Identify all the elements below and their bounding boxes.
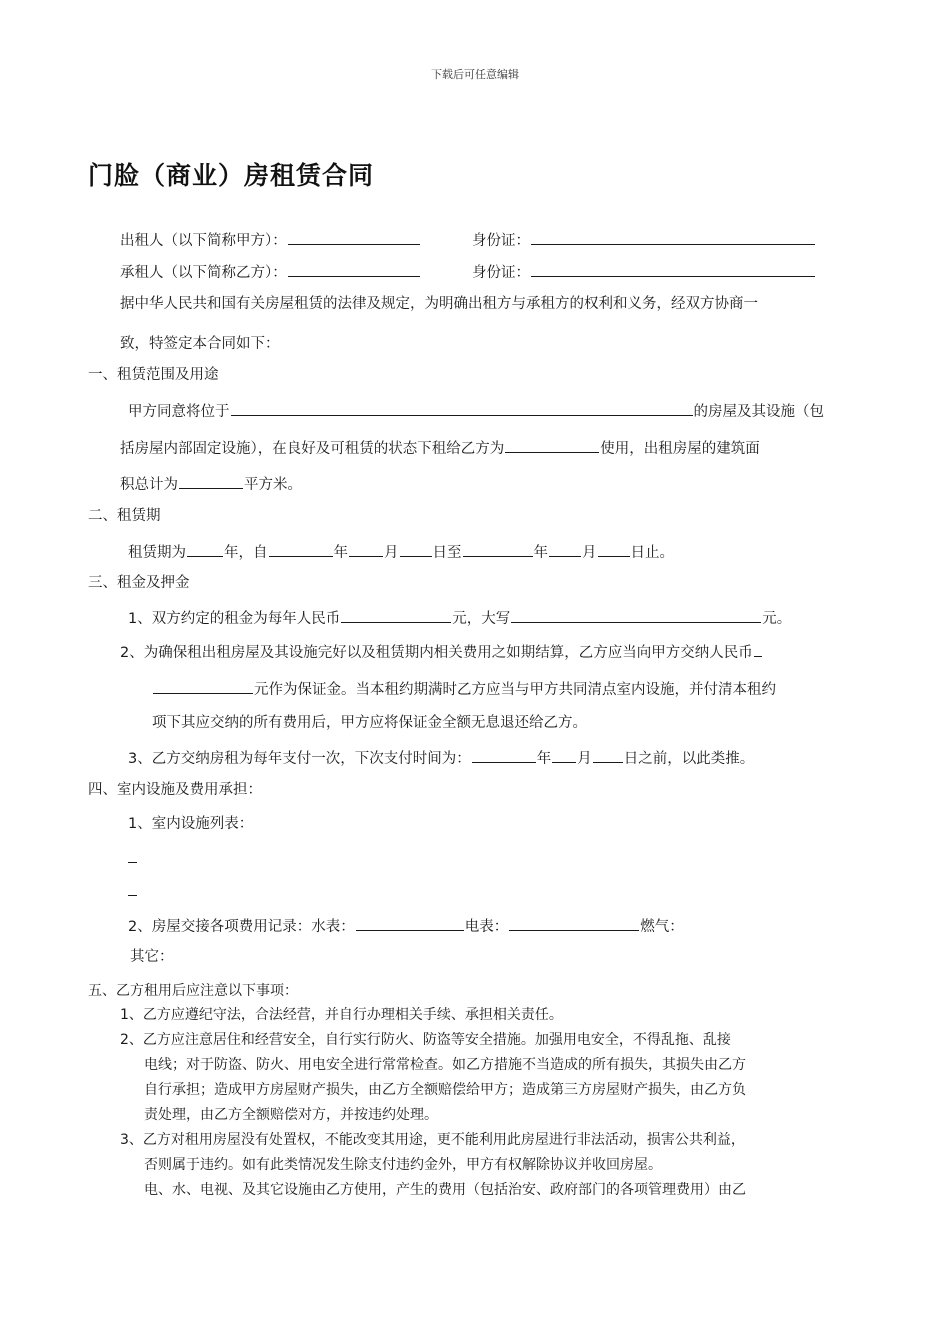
annual-rent-blank[interactable] [341,606,451,623]
section-1-para-1 [128,399,824,422]
s3-i3-text-c: 月 [577,751,592,767]
lessee-line [120,260,421,283]
s1-p1-text-b: 的房屋及其设施（包 [693,404,824,420]
page-header-note: 下载后可任意编辑 [431,68,519,81]
s2-text-d: 月 [384,545,399,561]
electric-meter-blank[interactable] [509,914,639,931]
section-3-heading: 三、租金及押金 [88,575,190,591]
section-4-heading: 四、室内设施及费用承担： [88,782,262,798]
s2-text-e: 日至 [432,545,462,561]
lessee-id-label: 身份证： [472,265,530,281]
section-2-heading: 二、租赁期 [88,508,161,524]
rent-in-words-blank[interactable] [511,606,761,623]
lessee-name-blank[interactable] [288,260,420,277]
notice-item-2-line-2: 电线；对于防盗、防火、用电安全进行常常检查。如乙方措施不当造成的所有损失，其损失由乙方 [144,1057,746,1073]
s4-i2-text-b: 电表： [464,919,509,935]
section-1-para-2 [120,436,760,459]
s2-text-g: 月 [582,545,597,561]
s4-i2-text-c: 燃气： [640,919,684,935]
s2-text-c: 年 [333,545,348,561]
lessor-label: 出租人（以下简称甲方）： [120,233,287,249]
section-1-para-3 [120,472,302,495]
notice-item-3-line-2: 否则属于违约。如有此类情况发生除支付违约金外，甲方有权解除协议并收回房屋。 [144,1157,662,1173]
next-payment-day-blank[interactable] [593,746,623,763]
document-title: 门脸（商业）房租赁合同 [88,161,375,190]
section-5-heading: 五、乙方租用后应注意以下事项： [88,983,298,999]
s3-i1-text-c: 元。 [762,611,792,627]
notice-item-2-line-4: 责处理，由乙方全额赔偿对方，并按违约处理。 [144,1107,438,1123]
lessee-id-blank[interactable] [531,260,815,277]
notice-item-3-line-1: 3、乙方对租用房屋没有处置权，不能改变其用途，更不能利用此房屋进行非法活动，损害公共利益， [120,1132,745,1148]
start-day-blank[interactable] [400,540,432,557]
next-payment-month-blank[interactable] [552,746,576,763]
lessor-name-blank[interactable] [288,228,420,245]
start-year-blank[interactable] [269,540,333,557]
lessee-id-line [472,260,816,283]
s3-i1-text-b: 元，大写 [452,611,511,627]
s4-i2-text-a: 2、房屋交接各项费用记录：水表： [128,919,355,935]
s2-text-f: 年 [533,545,548,561]
s1-p3-text-b: 平方米。 [244,477,302,493]
lessor-id-label: 身份证： [472,233,530,249]
end-year-blank[interactable] [463,540,533,557]
notice-item-2-line-3: 自行承担；造成甲方房屋财产损失，由乙方全额赔偿给甲方；造成第三方房屋财产损失，由乙方负 [144,1082,746,1098]
end-month-blank[interactable] [549,540,581,557]
lease-term-line [128,540,674,563]
s3-i2-text-b: 元作为保证金。当本租约期满时乙方应当与甲方共同清点室内设施，并付清本租约 [254,682,776,698]
other-records-label: 其它： [130,949,174,965]
lessor-id-line [472,228,816,251]
section-1-heading: 一、租赁范围及用途 [88,367,219,383]
lessor-id-blank[interactable] [531,228,815,245]
intro-line-1: 据中华人民共和国有关房屋租赁的法律及规定，为明确出租方与承租方的权利和义务，经双方协商一 [120,296,758,312]
lessee-label: 承租人（以下简称乙方）： [120,265,287,281]
notice-item-1: 1、乙方应遵纪守法，合法经营，并自行办理相关手续、承担相关责任。 [120,1007,563,1023]
facilities-list-label: 1、室内设施列表： [128,816,254,832]
s1-p1-text-a: 甲方同意将位于 [128,404,230,420]
term-years-blank[interactable] [187,540,223,557]
water-meter-blank[interactable] [356,914,464,931]
deposit-amount-blank[interactable] [153,677,253,694]
facilities-list-blank-1[interactable] [128,862,137,863]
usage-purpose-blank[interactable] [505,436,599,453]
s1-p2-text-b: 使用，出租房屋的建筑面 [600,441,760,457]
s2-text-b: 年，自 [224,545,268,561]
next-payment-year-blank[interactable] [472,746,536,763]
facilities-list-blank-2[interactable] [128,895,137,896]
notice-item-2-line-1: 2、乙方应注意居住和经营安全，自行实行防火、防盗等安全措施。加强用电安全，不得乱拖、乱接 [120,1032,731,1048]
s3-i2-text-a: 2、为确保租出租房屋及其设施完好以及租赁期内相关费用之如期结算，乙方应当向甲方交纳人民币 [120,645,753,661]
deposit-line-1 [120,640,763,663]
s3-i3-text-b: 年 [536,751,552,767]
s2-text-h: 日止。 [630,545,674,561]
s1-p3-text-a: 积总计为 [120,477,178,493]
notice-item-4-line-1: 电、水、电视、及其它设施由乙方使用，产生的费用（包括治安、政府部门的各项管理费用）由乙 [144,1182,746,1198]
meter-records-line [128,914,684,937]
deposit-blank-start[interactable] [754,640,762,657]
s1-p2-text-a: 括房屋内部固定设施），在良好及可租赁的状态下租给乙方为 [120,441,505,457]
rent-amount-line [128,606,791,629]
payment-schedule-line [128,746,754,769]
s3-i3-text-d: 日之前，以此类推。 [623,751,755,767]
property-location-blank[interactable] [231,399,693,416]
s2-text-a: 租赁期为 [128,545,186,561]
end-day-blank[interactable] [598,540,630,557]
deposit-line-3: 项下其应交纳的所有费用后，甲方应将保证金全额无息退还给乙方。 [152,715,587,731]
deposit-line-2 [152,677,776,700]
s3-i3-text-a: 3、乙方交纳房租为每年支付一次，下次支付时间为： [128,751,471,767]
start-month-blank[interactable] [349,540,383,557]
lessor-line [120,228,421,251]
s3-i1-text-a: 1、双方约定的租金为每年人民币 [128,611,341,627]
floor-area-blank[interactable] [179,472,243,489]
intro-line-2: 致，特签定本合同如下： [120,336,280,352]
